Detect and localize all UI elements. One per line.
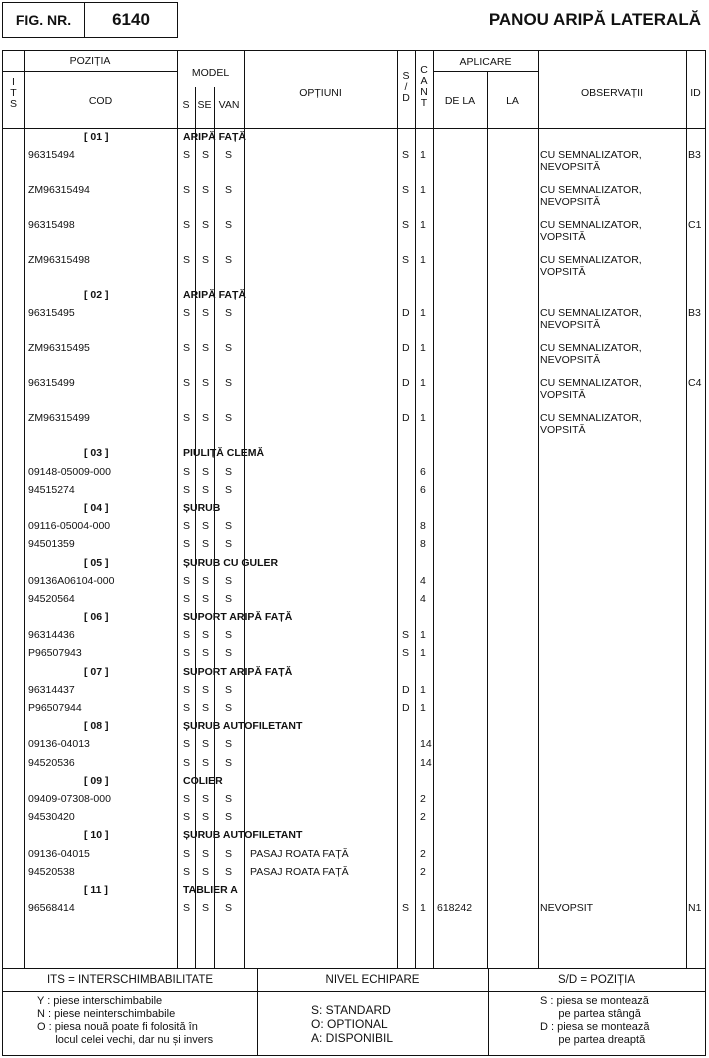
cell-van: S bbox=[225, 342, 233, 355]
legend-nivel-title: NIVEL ECHIPARE bbox=[325, 974, 420, 986]
col-dela: DE LA bbox=[444, 95, 476, 107]
cell-se: S bbox=[202, 902, 210, 915]
cell-sd: S bbox=[402, 254, 410, 267]
figure-number-box bbox=[2, 2, 178, 38]
cell-van: S bbox=[225, 184, 233, 197]
cell-van: S bbox=[225, 647, 233, 660]
position-number: [ 09 ] bbox=[84, 774, 109, 787]
group-row bbox=[3, 826, 705, 844]
group-name: ȘURUB AUTOFILETANT bbox=[183, 720, 303, 733]
cell-sd: S bbox=[402, 629, 410, 642]
cell-se: S bbox=[202, 756, 210, 769]
col-model: MODEL bbox=[191, 67, 230, 79]
cell-sd: D bbox=[402, 342, 410, 355]
cell-cant: 2 bbox=[420, 865, 426, 878]
cell-s: S bbox=[183, 184, 191, 197]
parts-table bbox=[2, 50, 706, 969]
page-title: PANOU ARIPĂ LATERALĂ bbox=[488, 10, 701, 29]
cell-s: S bbox=[183, 254, 191, 267]
cell-obs: CU SEMNALIZATOR, NEVOPSITĂ bbox=[540, 184, 642, 209]
table-row bbox=[3, 590, 705, 608]
legend bbox=[2, 968, 706, 1056]
table-row bbox=[3, 735, 705, 753]
group-row bbox=[3, 499, 705, 517]
legend-line: N : piese neinterschimbabile bbox=[37, 1008, 176, 1020]
table-row bbox=[3, 409, 705, 444]
cell-van: S bbox=[225, 792, 233, 805]
cell-cant: 2 bbox=[420, 792, 426, 805]
position-number: [ 05 ] bbox=[84, 556, 109, 569]
cell-obs: CU SEMNALIZATOR, NEVOPSITĂ bbox=[540, 307, 642, 332]
cell-cant: 6 bbox=[420, 483, 426, 496]
group-row bbox=[3, 608, 705, 626]
cell-s: S bbox=[183, 847, 191, 860]
group-row bbox=[3, 444, 705, 462]
group-row bbox=[3, 717, 705, 735]
table-row bbox=[3, 535, 705, 553]
col-aplicare: APLICARE bbox=[459, 56, 512, 68]
cell-cod: ZM96315498 bbox=[28, 254, 90, 267]
cell-cod: 96315498 bbox=[28, 219, 75, 232]
group-name: TABLIER A bbox=[183, 883, 238, 896]
table-row bbox=[3, 681, 705, 699]
cell-obs: CU SEMNALIZATOR, NEVOPSITĂ bbox=[540, 149, 642, 174]
cell-s: S bbox=[183, 538, 191, 551]
position-number: [ 07 ] bbox=[84, 665, 109, 678]
cell-se: S bbox=[202, 465, 210, 478]
cell-cant: 1 bbox=[420, 702, 426, 714]
cell-sd: S bbox=[402, 184, 410, 197]
cell-s: S bbox=[183, 377, 191, 390]
col-la: LA bbox=[506, 95, 519, 107]
cell-cant: 4 bbox=[420, 574, 426, 587]
cell-cant: 4 bbox=[420, 592, 426, 605]
cell-cod: 94520536 bbox=[28, 756, 75, 769]
position-number: [ 11 ] bbox=[84, 883, 108, 896]
table-row bbox=[3, 863, 705, 881]
cell-se: S bbox=[202, 412, 210, 425]
cell-se: S bbox=[202, 149, 210, 162]
cell-s: S bbox=[183, 483, 191, 496]
group-name: ARIPĂ FAȚĂ bbox=[183, 289, 246, 302]
cell-s: S bbox=[183, 647, 191, 660]
position-number: [ 03 ] bbox=[84, 447, 109, 460]
cell-se: S bbox=[202, 574, 210, 587]
cell-s: S bbox=[183, 792, 191, 805]
legend-line: S : piesa se montează bbox=[540, 995, 649, 1007]
table-row bbox=[3, 790, 705, 808]
legend-line: S: STANDARD bbox=[311, 1003, 391, 1017]
cell-s: S bbox=[183, 219, 191, 232]
cell-s: S bbox=[183, 307, 191, 320]
cell-cod: 96315499 bbox=[28, 377, 75, 390]
cell-sd: D bbox=[402, 702, 410, 714]
table-row bbox=[3, 181, 705, 216]
cell-se: S bbox=[202, 520, 210, 533]
cell-s: S bbox=[183, 592, 191, 605]
cell-sd: D bbox=[402, 307, 410, 320]
cell-van: S bbox=[225, 738, 233, 751]
cell-se: S bbox=[202, 184, 210, 197]
cell-cant: 1 bbox=[420, 184, 426, 197]
group-row bbox=[3, 286, 705, 304]
cell-van: S bbox=[225, 483, 233, 496]
col-model-s: S bbox=[182, 99, 190, 111]
cell-s: S bbox=[183, 629, 191, 642]
cell-van: S bbox=[225, 865, 233, 878]
legend-sd-title: S/D = POZIȚIA bbox=[557, 974, 635, 986]
cell-id: B3 bbox=[688, 307, 701, 320]
figure-number: 6140 bbox=[112, 10, 150, 29]
cell-cant: 8 bbox=[420, 538, 426, 551]
legend-line: A: DISPONIBIL bbox=[311, 1031, 394, 1045]
group-row bbox=[3, 772, 705, 790]
legend-nivel-lines bbox=[311, 1003, 481, 1045]
cell-van: S bbox=[225, 538, 233, 551]
cell-sd: D bbox=[402, 412, 410, 425]
cell-se: S bbox=[202, 738, 210, 751]
cell-van: S bbox=[225, 756, 233, 769]
cell-opt: PASAJ ROATA FAȚĂ bbox=[250, 865, 349, 878]
cell-van: S bbox=[225, 465, 233, 478]
cell-cod: 09409-07308-000 bbox=[28, 792, 111, 805]
cell-id: C4 bbox=[688, 377, 702, 390]
position-number: [ 06 ] bbox=[84, 611, 109, 624]
table-row bbox=[3, 374, 705, 409]
cell-s: S bbox=[183, 149, 191, 162]
cell-s: S bbox=[183, 520, 191, 533]
table-row bbox=[3, 304, 705, 339]
cell-sd: S bbox=[402, 149, 410, 162]
cell-cod: 96314437 bbox=[28, 683, 75, 696]
cell-obs: CU SEMNALIZATOR, VOPSITĂ bbox=[540, 219, 642, 244]
cell-obs: NEVOPSIT bbox=[540, 902, 594, 915]
cell-s: S bbox=[183, 738, 191, 751]
table-row bbox=[3, 251, 705, 286]
cell-cod: P96507943 bbox=[28, 647, 82, 660]
legend-line: Y : piese interschimbabile bbox=[37, 995, 163, 1007]
cell-van: S bbox=[225, 629, 233, 642]
cell-van: S bbox=[225, 847, 233, 860]
position-number: [ 08 ] bbox=[84, 720, 109, 733]
figure-label: FIG. NR. bbox=[3, 3, 85, 37]
legend-its-title: ITS = INTERSCHIMBABILITATE bbox=[46, 974, 214, 986]
group-row bbox=[3, 128, 705, 146]
table-row bbox=[3, 463, 705, 481]
cell-sd: S bbox=[402, 902, 410, 915]
legend-sd-lines bbox=[540, 995, 705, 1047]
cell-cant: 14 bbox=[420, 756, 432, 769]
cell-cant: 2 bbox=[420, 847, 426, 860]
cell-sd: D bbox=[402, 377, 410, 390]
col-pozitia: POZIȚIA bbox=[69, 55, 111, 67]
cell-van: S bbox=[225, 902, 233, 915]
table-row bbox=[3, 699, 705, 717]
cell-van: S bbox=[225, 412, 233, 425]
cell-van: S bbox=[225, 149, 233, 162]
cell-cod: 09136A06104-000 bbox=[28, 574, 115, 587]
cell-cant: 1 bbox=[420, 412, 426, 425]
cell-s: S bbox=[183, 342, 191, 355]
cell-cant: 1 bbox=[420, 647, 426, 660]
group-name: PIULIȚĂ CLEMĂ bbox=[183, 447, 265, 460]
cell-cod: 09148-05009-000 bbox=[28, 465, 111, 478]
cell-se: S bbox=[202, 307, 210, 320]
cell-s: S bbox=[183, 865, 191, 878]
group-name: COLIER bbox=[183, 774, 223, 787]
cell-cod: 09116-05004-000 bbox=[28, 520, 111, 533]
cell-van: S bbox=[225, 811, 233, 824]
cell-s: S bbox=[183, 811, 191, 824]
col-cod: COD bbox=[88, 95, 113, 107]
cell-s: S bbox=[183, 574, 191, 587]
cell-se: S bbox=[202, 538, 210, 551]
table-row bbox=[3, 572, 705, 590]
col-id: ID bbox=[690, 87, 701, 99]
cell-opt: PASAJ ROATA FAȚĂ bbox=[250, 847, 349, 860]
col-model-van: VAN bbox=[218, 99, 240, 111]
cell-cant: 1 bbox=[420, 377, 426, 390]
cell-se: S bbox=[202, 647, 210, 660]
cell-se: S bbox=[202, 254, 210, 267]
cell-s: S bbox=[183, 683, 191, 696]
cell-cod: 96568414 bbox=[28, 902, 75, 915]
legend-line: O: OPTIONAL bbox=[311, 1017, 388, 1031]
cell-van: S bbox=[225, 574, 233, 587]
cell-s: S bbox=[183, 412, 191, 425]
cell-sd: D bbox=[402, 683, 410, 696]
cell-cod: 94501359 bbox=[28, 538, 75, 551]
cell-cod: ZM96315494 bbox=[28, 184, 90, 197]
legend-its-lines bbox=[37, 995, 257, 1047]
cell-cod: P96507944 bbox=[28, 702, 82, 714]
cell-obs: CU SEMNALIZATOR, NEVOPSITĂ bbox=[540, 342, 642, 367]
col-observatii: OBSERVAȚII bbox=[580, 87, 644, 99]
cell-se: S bbox=[202, 629, 210, 642]
cell-cant: 1 bbox=[420, 902, 426, 915]
cell-cant: 1 bbox=[420, 219, 426, 232]
group-name: ȘURUB AUTOFILETANT bbox=[183, 829, 303, 842]
position-number: [ 04 ] bbox=[84, 501, 109, 514]
table-row bbox=[3, 146, 705, 181]
cell-se: S bbox=[202, 219, 210, 232]
cell-obs: CU SEMNALIZATOR, VOPSITĂ bbox=[540, 412, 642, 437]
cell-cod: 94520538 bbox=[28, 865, 75, 878]
legend-line: pe partea dreaptă bbox=[540, 1034, 646, 1046]
cell-cant: 1 bbox=[420, 307, 426, 320]
cell-sd: S bbox=[402, 647, 410, 660]
table-row bbox=[3, 644, 705, 662]
cell-van: S bbox=[225, 683, 233, 696]
cell-s: S bbox=[183, 902, 191, 915]
table-row bbox=[3, 216, 705, 251]
col-optiuni: OPȚIUNI bbox=[299, 87, 342, 99]
legend-line: O : piesa nouă poate fi folosită în bbox=[37, 1021, 198, 1033]
cell-van: S bbox=[225, 702, 233, 714]
group-name: ARIPĂ FAȚĂ bbox=[183, 131, 246, 143]
cell-cod: 96315495 bbox=[28, 307, 75, 320]
table-row bbox=[3, 339, 705, 374]
cell-s: S bbox=[183, 756, 191, 769]
table-body bbox=[3, 128, 705, 921]
col-cant: C A N T bbox=[420, 64, 428, 109]
cell-cod: 94530420 bbox=[28, 811, 75, 824]
cell-cod: 09136-04013 bbox=[28, 738, 90, 751]
cell-se: S bbox=[202, 342, 210, 355]
cell-cant: 1 bbox=[420, 149, 426, 162]
group-name: SUPORT ARIPĂ FAȚĂ bbox=[183, 665, 293, 678]
col-model-se: SE bbox=[197, 99, 212, 111]
group-name: SUPORT ARIPĂ FAȚĂ bbox=[183, 611, 293, 624]
cell-van: S bbox=[225, 520, 233, 533]
cell-cod: 96315494 bbox=[28, 149, 75, 162]
group-name: ȘURUB CU GULER bbox=[183, 556, 279, 569]
table-row bbox=[3, 845, 705, 863]
cell-se: S bbox=[202, 865, 210, 878]
table-row bbox=[3, 899, 705, 921]
table-row bbox=[3, 517, 705, 535]
legend-line: pe partea stângă bbox=[540, 1008, 641, 1020]
cell-obs: CU SEMNALIZATOR, VOPSITĂ bbox=[540, 377, 642, 402]
cell-van: S bbox=[225, 592, 233, 605]
table-row bbox=[3, 626, 705, 644]
legend-line: locul celei vechi, dar nu și invers bbox=[37, 1034, 214, 1046]
cell-cant: 1 bbox=[420, 683, 426, 696]
cell-se: S bbox=[202, 702, 210, 714]
cell-van: S bbox=[225, 377, 233, 390]
table-row bbox=[3, 481, 705, 499]
cell-s: S bbox=[183, 702, 191, 714]
col-its: I T S bbox=[9, 76, 17, 110]
cell-cod: 94520564 bbox=[28, 592, 75, 605]
cell-se: S bbox=[202, 683, 210, 696]
cell-van: S bbox=[225, 307, 233, 320]
cell-s: S bbox=[183, 465, 191, 478]
position-number: [ 02 ] bbox=[84, 289, 109, 302]
cell-se: S bbox=[202, 592, 210, 605]
group-row bbox=[3, 554, 705, 572]
cell-cant: 14 bbox=[420, 738, 432, 751]
cell-van: S bbox=[225, 254, 233, 267]
cell-cant: 1 bbox=[420, 629, 426, 642]
cell-cod: ZM96315495 bbox=[28, 342, 90, 355]
cell-cod: 94515274 bbox=[28, 483, 75, 496]
cell-id: N1 bbox=[688, 902, 702, 915]
cell-cant: 1 bbox=[420, 342, 426, 355]
cell-se: S bbox=[202, 377, 210, 390]
cell-se: S bbox=[202, 811, 210, 824]
cell-se: S bbox=[202, 792, 210, 805]
group-row bbox=[3, 663, 705, 681]
legend-line: D : piesa se montează bbox=[540, 1021, 650, 1033]
cell-id: B3 bbox=[688, 149, 701, 162]
col-sd: S / D bbox=[402, 70, 410, 104]
group-name: ȘURUB bbox=[183, 501, 221, 514]
cell-obs: CU SEMNALIZATOR, VOPSITĂ bbox=[540, 254, 642, 279]
cell-cant: 1 bbox=[420, 254, 426, 267]
cell-dela: 618242 bbox=[437, 902, 473, 915]
cell-cod: 96314436 bbox=[28, 629, 75, 642]
cell-cant: 2 bbox=[420, 811, 426, 824]
cell-se: S bbox=[202, 847, 210, 860]
table-row bbox=[3, 754, 705, 772]
group-row bbox=[3, 881, 705, 899]
cell-cod: 09136-04015 bbox=[28, 847, 90, 860]
table-row bbox=[3, 808, 705, 826]
cell-cod: ZM96315499 bbox=[28, 412, 90, 425]
cell-se: S bbox=[202, 483, 210, 496]
cell-sd: S bbox=[402, 219, 410, 232]
cell-cant: 8 bbox=[420, 520, 426, 533]
position-number: [ 01 ] bbox=[84, 131, 109, 143]
cell-van: S bbox=[225, 219, 233, 232]
cell-id: C1 bbox=[688, 219, 702, 232]
position-number: [ 10 ] bbox=[84, 829, 109, 842]
cell-cant: 6 bbox=[420, 465, 426, 478]
